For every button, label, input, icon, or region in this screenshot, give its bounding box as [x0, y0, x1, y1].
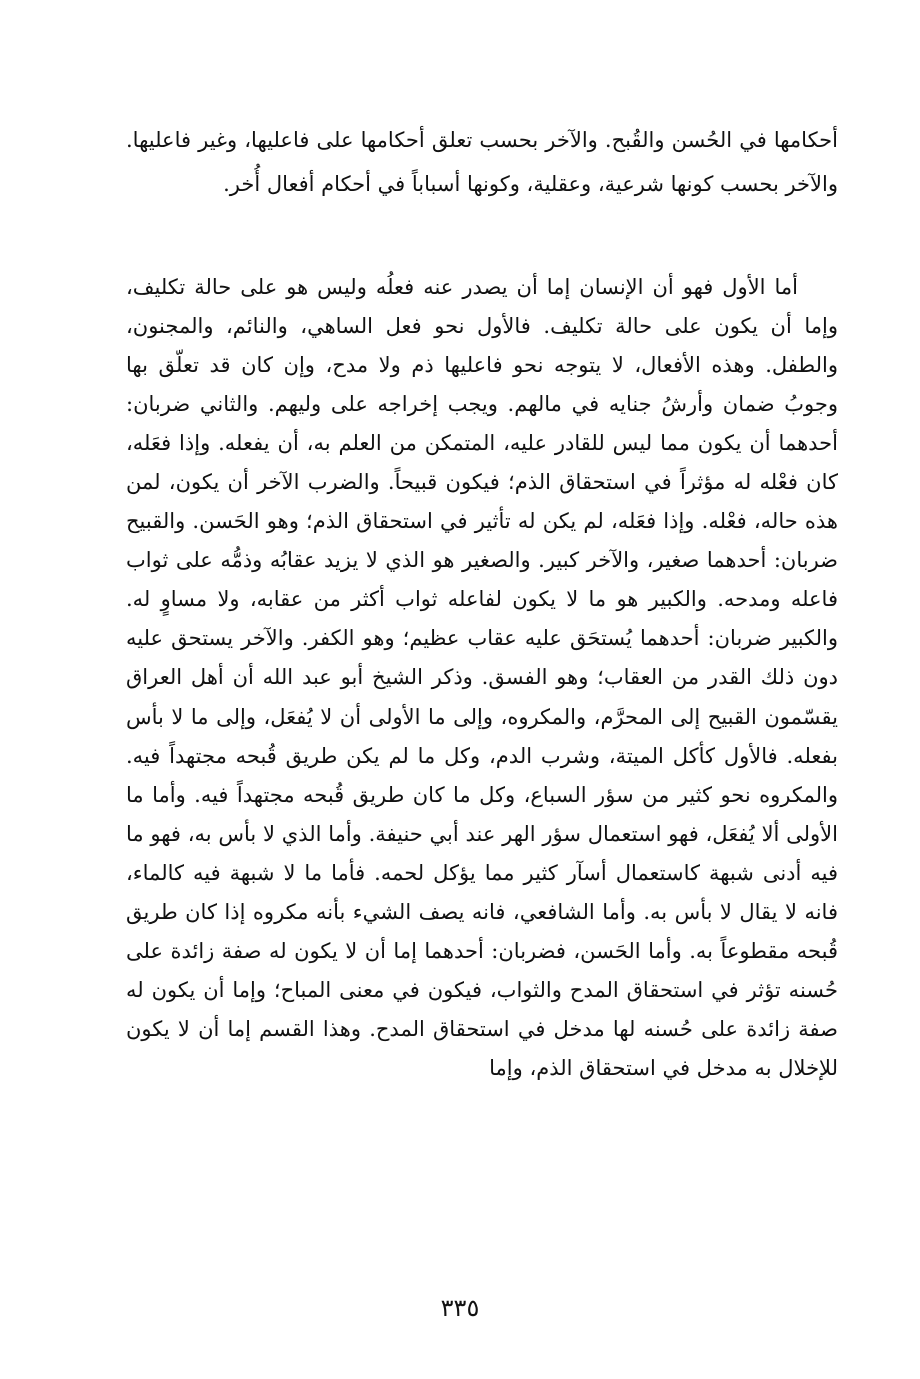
paragraph-main: أما الأول فهو أن الإنسان إما أن يصدر عنه فعلُه وليس هو على حالة تكليف، وإما أن يكون على حالة تكليف. فالأول نحو فعل الساهي، والنائم، والمجنون، والطفل. وهذه الأفعال، لا يتوجه نحو فاعليها ذم ولا مدح، وإن كان قد تعلّق بها وجوبُ ضمان وأرشُ جنايه في مالهم. ويجب إخراجه على وليهم. والثاني ضربان: أحدهما أن يكون مما ليس للقادر عليه، المتمكن من العلم به، أن يفعله. وإذا فعَله، كان فعْله له مؤثراً في استحقاق الذم؛ فيكون قبيحاً. والضرب الآخر أن يكون، لمن هذه حاله، فعْله. وإذا فعَله، لم يكن له تأثير في استحقاق الذم؛ وهو الحَسن. والقبيح ضربان: أحدهما صغير، والآخر كبير. والصغير هو الذي لا يزيد عقابُه وذمُّه على ثواب فاعله ومدحه. والكبير هو ما لا يكون لفاعله ثواب أكثر من عقابه، ولا مساوٍ له. والكبير ضربان: أحدهما يُستحَق عليه عقاب عظيم؛ وهو الكفر. والآخر يستحق عليه دون ذلك القدر من العقاب؛ وهو الفسق. وذكر الشيخ أبو عبد الله أن أهل العراق يقسّمون القبيح إلى المحرَّم، والمكروه، وإلى ما الأولى أن لا يُفعَل، وإلى ما لا بأس بفعله. فالأول كأكل الميتة، وشرب الدم، وكل ما لم يكن طريق قُبحه مجتهداً فيه. والمكروه نحو كثير من سؤر السباع، وكل ما كان طريق قُبحه مجتهداً فيه. وأما ما الأولى ألا يُفعَل، فهو استعمال سؤر الهر عند أبي حنيفة. وأما الذي لا بأس به، فهو ما فيه أدنى شبهة كاستعمال أسآر كثير مما يؤكل لحمه. فأما ما لا شبهة فيه كالماء، فانه لا يقال لا بأس به. وأما الشافعي، فانه يصف الشيء بأنه مكروه إذا كان طريق قُبحه مقطوعاً به. وأما الحَسن، فضربان: أحدهما إما أن لا يكون له صفة زائدة على حُسنه تؤثر في استحقاق المدح والثواب، فيكون في معنى المباح؛ وإما أن يكون له صفة زائدة على حُسنه لها مدخل في استحقاق المدح. وهذا القسم إما أن لا يكون للإخلال به مدخل في استحقاق الذم، وإما — [126, 275, 838, 1080]
paragraph-continuation: أحكامها في الحُسن والقُبح. والآخر بحسب تعلق أحكامها على فاعليها، وغير فاعليها. والآخر بحسب كونها شرعية، وعقلية، وكونها أسباباً في أحكام أفعال أُخر. — [126, 128, 838, 196]
page-number: ٣٣٥ — [440, 1294, 480, 1322]
